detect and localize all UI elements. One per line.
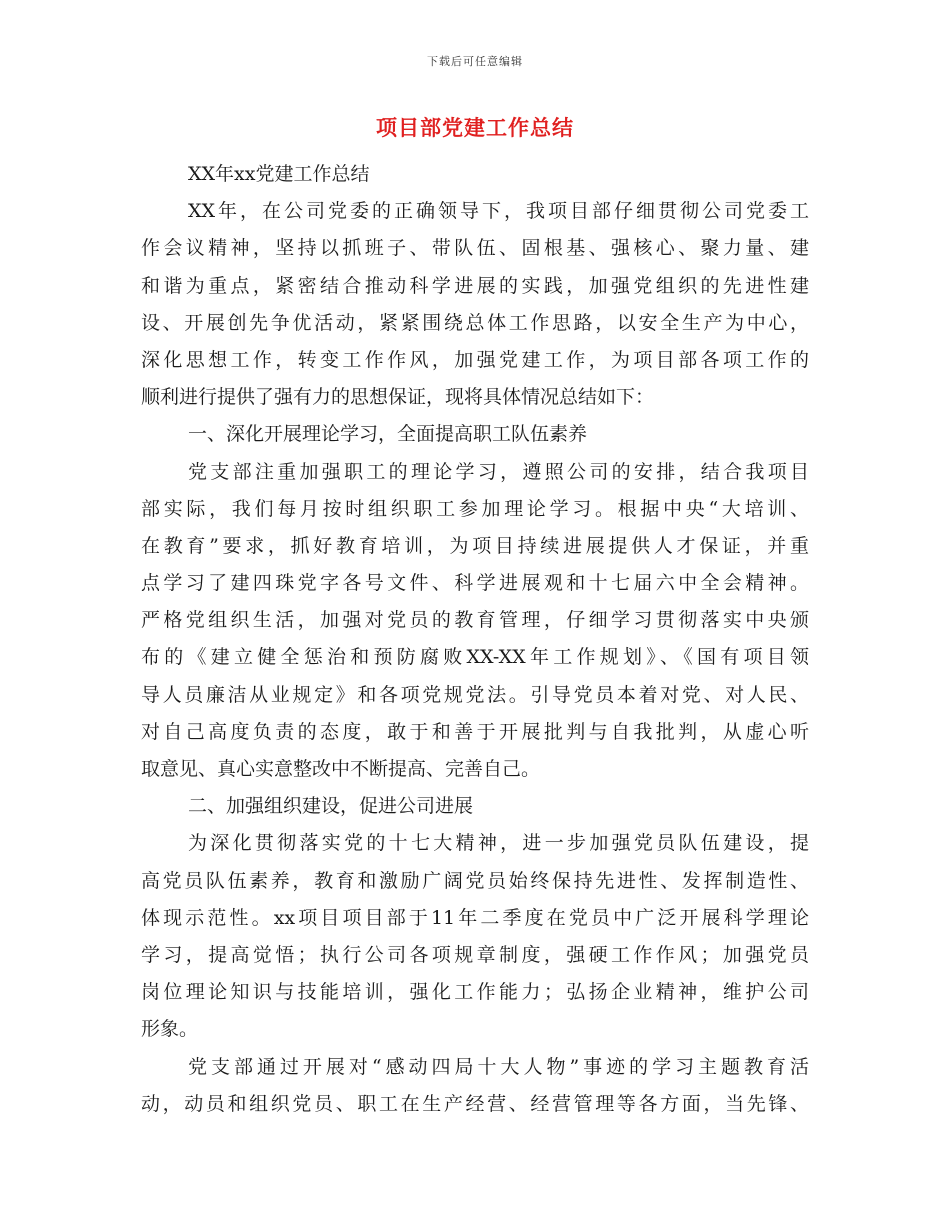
section-heading: 二、加强组织建设，促进公司进展 <box>188 795 474 818</box>
body-line: 取意见、真心实意整改中不断提高、完善自己。 <box>141 758 541 780</box>
body-line: 在教育”要求，抓好教育培训，为项目持续进展提供人才保证，并重 <box>141 534 809 557</box>
document-title: 项目部党建工作总结 <box>376 115 574 140</box>
body-line: 深化思想工作，转变工作作风，加强党建工作，为项目部各项工作的 <box>141 348 809 371</box>
body-line: 和谐为重点，紧密结合推动科学进展的实践，加强党组织的先进性建 <box>141 274 809 297</box>
body-line: 形象。 <box>141 1018 199 1041</box>
body-line: 部实际，我们每月按时组织职工参加理论学习。根据中央“大培训、 <box>141 497 809 520</box>
body-line: 作会议精神，坚持以抓班子、带队伍、固根基、强核心、聚力量、建 <box>141 237 809 260</box>
body-line: 导人员廉洁从业规定》和各项党规党法。引导党员本着对党、对人民、 <box>141 683 809 706</box>
body-line: 动，动员和组织党员、职工在生产经营、经营管理等各方面，当先锋、 <box>141 1092 809 1115</box>
body-line: 党支部注重加强职工的理论学习，遵照公司的安排，结合我项目 <box>188 460 809 483</box>
body-line: 对自己高度负责的态度，敢于和善于开展批判与自我批判，从虚心听 <box>141 720 809 743</box>
body-line: 设、开展创先争优活动，紧紧围绕总体工作思路，以安全生产为中心， <box>141 311 809 334</box>
body-line: 点学习了建四珠党字各号文件、科学进展观和十七届六中全会精神。 <box>141 572 809 595</box>
body-line: 顺利进行提供了强有力的思想保证，现将具体情况总结如下： <box>141 386 655 409</box>
body-line: 党支部通过开展对“感动四局十大人物”事迹的学习主题教育活 <box>188 1055 809 1078</box>
body-line: 岗位理论知识与技能培训，强化工作能力；弘扬企业精神，维护公司 <box>141 981 809 1004</box>
document-body <box>141 156 809 1123</box>
section-heading: 一、深化开展理论学习，全面提高职工队伍素养 <box>188 423 588 446</box>
body-line: 高党员队伍素养，教育和激励广阔党员始终保持先进性、发挥制造性、 <box>141 869 809 892</box>
body-line: 体现示范性。xx项目项目部于11年二季度在党员中广泛开展科学理论 <box>141 906 809 929</box>
body-line: 布的《建立健全惩治和预防腐败XX-XX年工作规划》、《国有项目领 <box>141 646 809 669</box>
body-line: 为深化贯彻落实党的十七大精神，进一步加强党员队伍建设，提 <box>188 832 809 855</box>
body-line: 学习，提高觉悟；执行公司各项规章制度，强硬工作作风；加强党员 <box>141 943 809 966</box>
body-line: XX年xx党建工作总结 <box>188 163 370 185</box>
body-line: XX年，在公司党委的正确领导下，我项目部仔细贯彻公司党委工 <box>188 200 809 223</box>
body-line: 严格党组织生活，加强对党员的教育管理，仔细学习贯彻落实中央颁 <box>141 609 809 632</box>
page-header-note: 下载后可任意编辑 <box>427 55 523 68</box>
